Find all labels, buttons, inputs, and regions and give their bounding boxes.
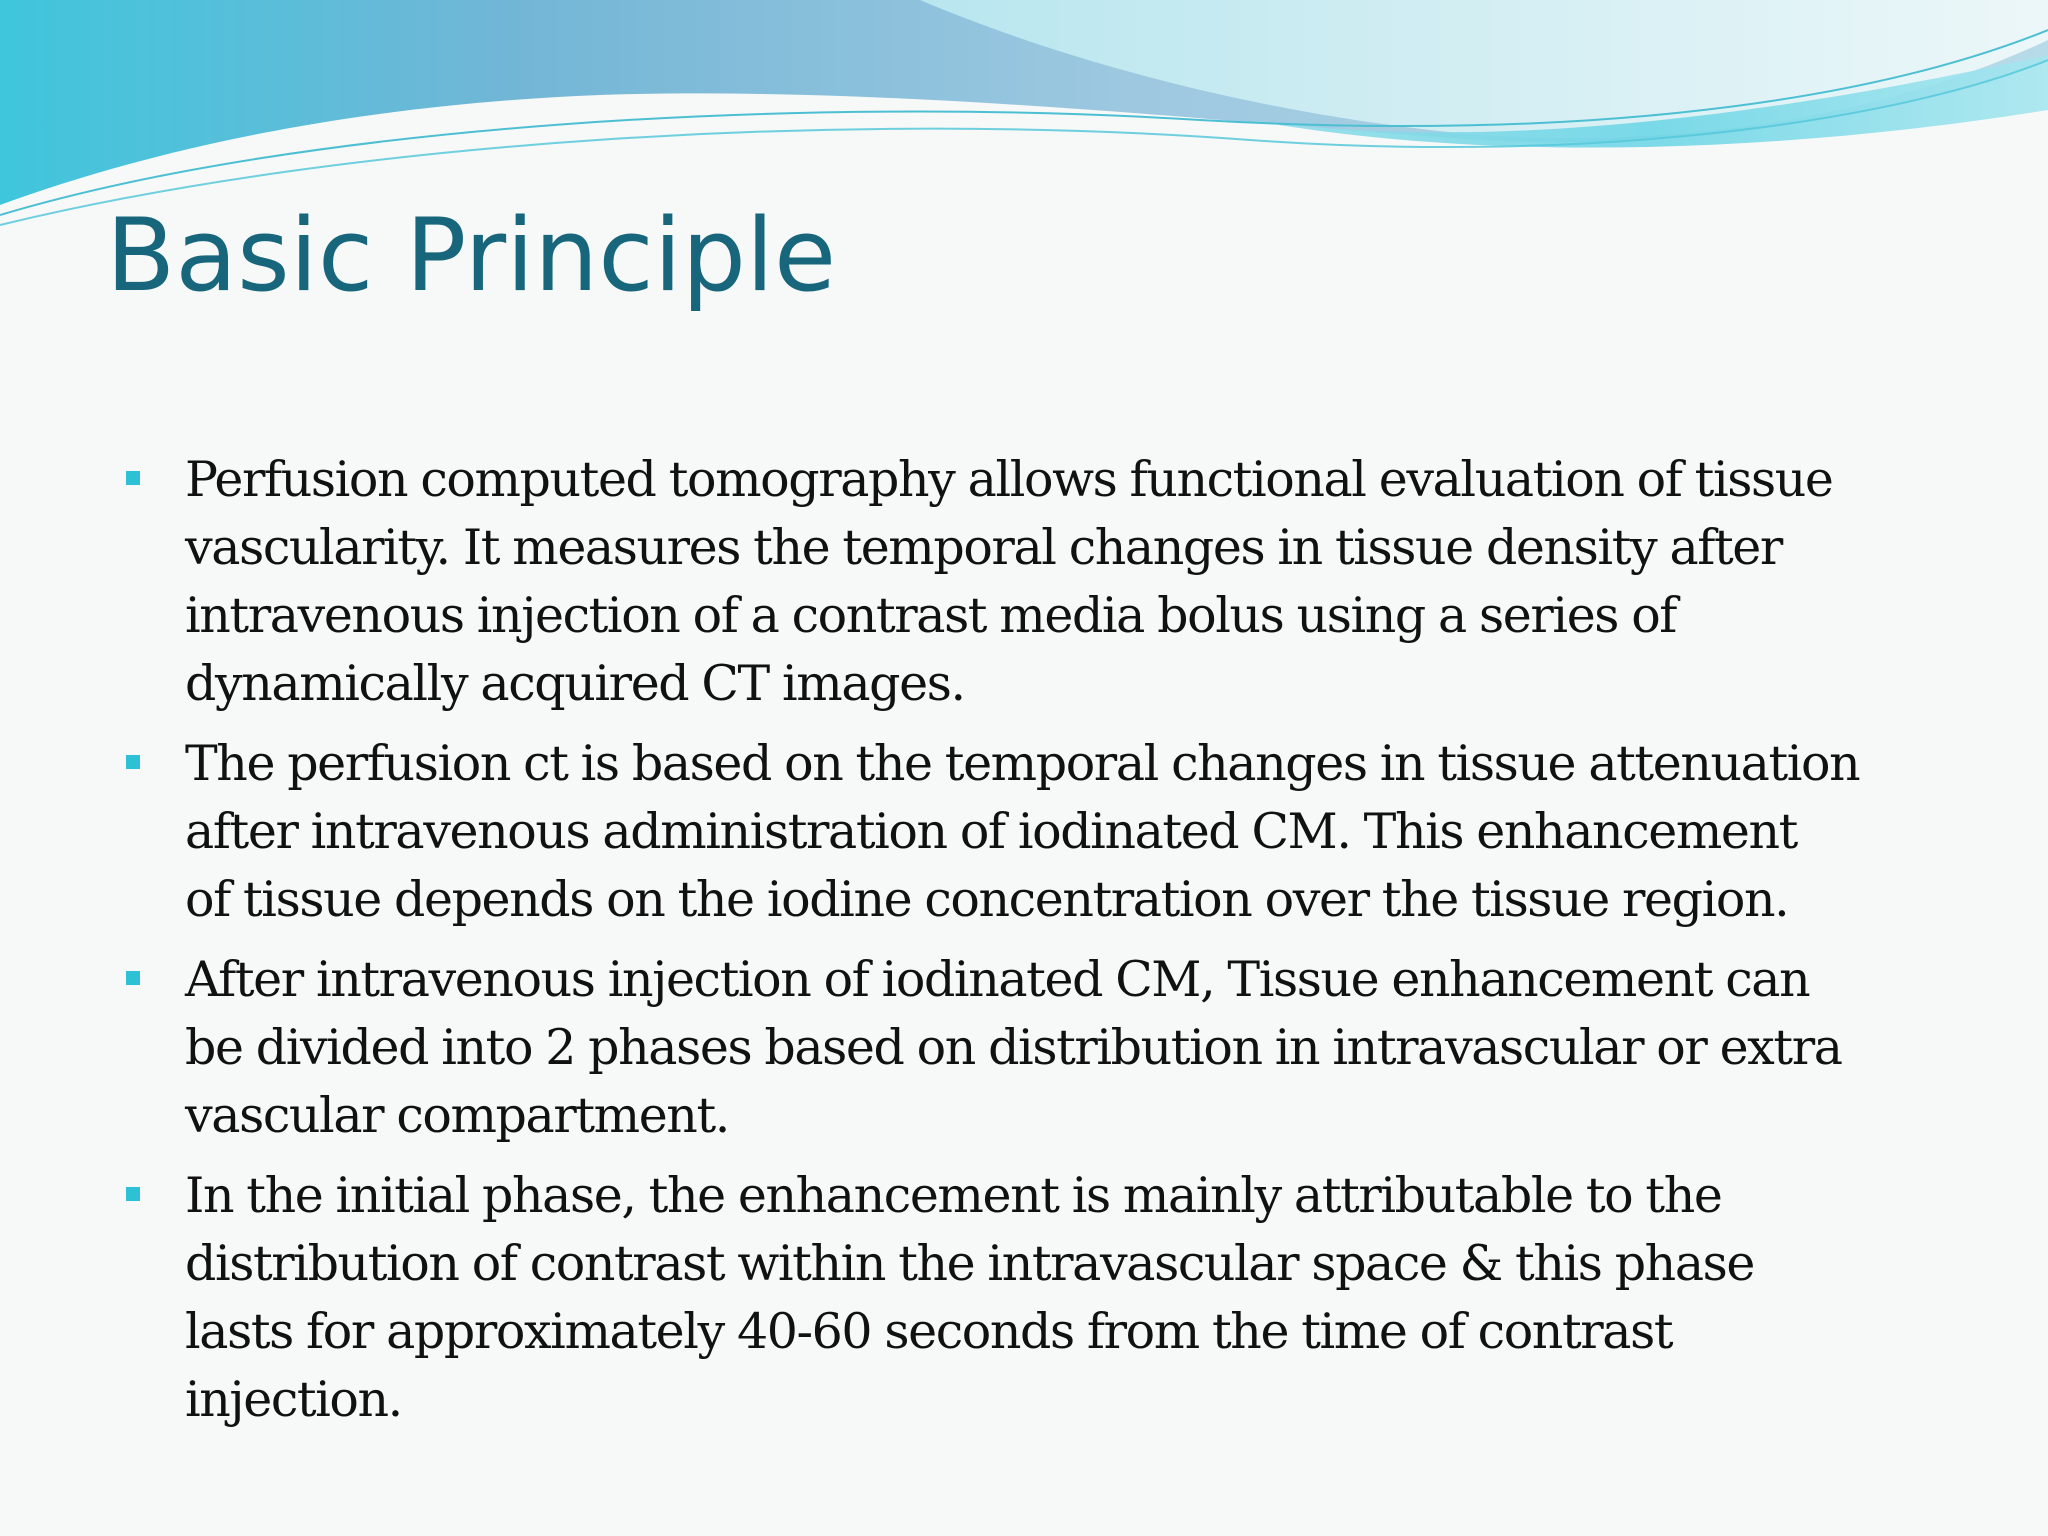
bullet-line: lasts for approximately 40-60 seconds from the time of contrast xyxy=(185,1303,1673,1360)
bullet-line: vascular compartment. xyxy=(185,1087,729,1144)
bullet-line: intravenous injection of a contrast media bolus using a series of xyxy=(185,587,1677,644)
bullet-line: injection. xyxy=(185,1371,402,1428)
bullet-line: of tissue depends on the iodine concentration over the tissue region. xyxy=(185,871,1789,928)
bullet-item xyxy=(0,730,2048,934)
bullet-item xyxy=(0,946,2048,1150)
bullet-line: dynamically acquired CT images. xyxy=(185,655,965,712)
slide-title: Basic Principle xyxy=(106,196,837,314)
bullet-line: Perfusion computed tomography allows functional evaluation of tissue xyxy=(185,451,1833,508)
bullet-list xyxy=(0,446,2048,1446)
bullet-line: vascularity. It measures the temporal changes in tissue density after xyxy=(185,519,1782,576)
bullet-item xyxy=(0,1162,2048,1434)
bullet-line: After intravenous injection of iodinated CM, Tissue enhancement can xyxy=(185,951,1810,1008)
bullet-line: distribution of contrast within the intravascular space & this phase xyxy=(185,1235,1754,1292)
bullet-line: after intravenous administration of iodinated CM. This enhancement xyxy=(185,803,1797,860)
square-bullet-icon xyxy=(126,755,140,769)
square-bullet-icon xyxy=(126,971,140,985)
bullet-line: be divided into 2 phases based on distribution in intravascular or extra xyxy=(185,1019,1842,1076)
square-bullet-icon xyxy=(126,1187,140,1201)
bullet-line: The perfusion ct is based on the temporal changes in tissue attenuation xyxy=(185,735,1860,792)
square-bullet-icon xyxy=(126,471,140,485)
bullet-line: In the initial phase, the enhancement is mainly attributable to the xyxy=(185,1167,1722,1224)
bullet-item xyxy=(0,446,2048,718)
